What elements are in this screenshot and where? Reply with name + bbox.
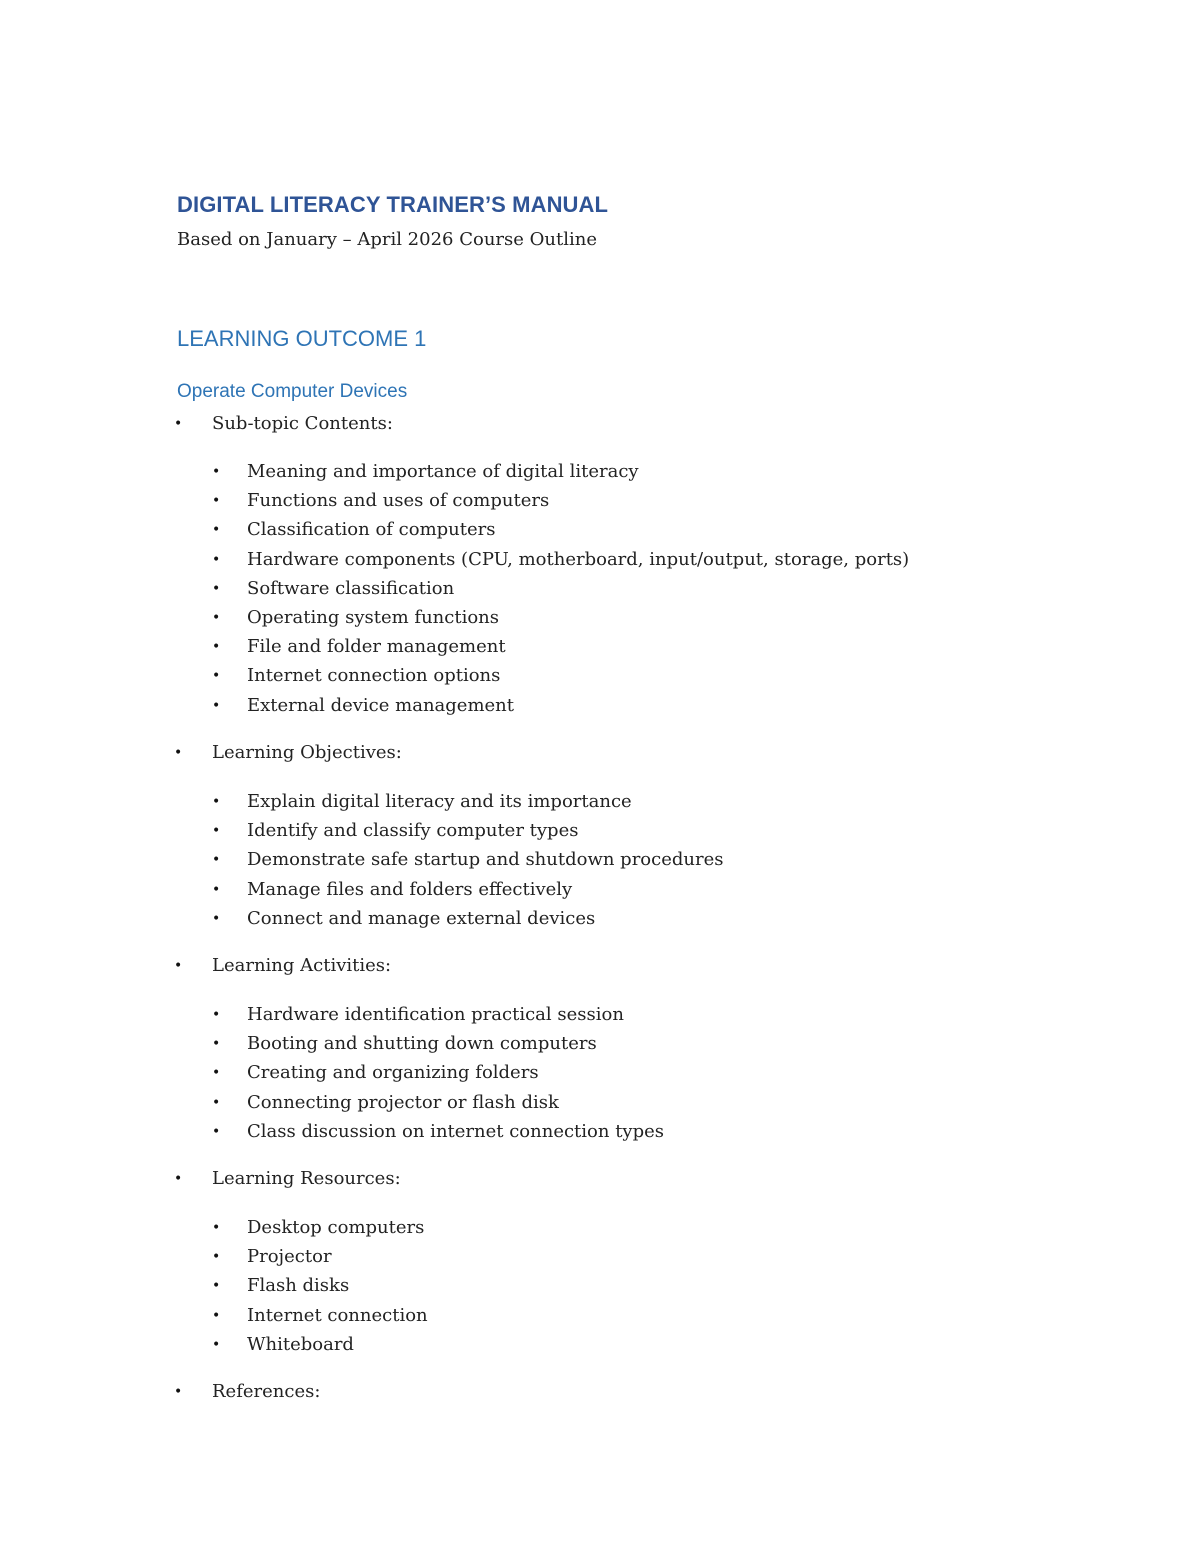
list-item [0,489,1200,513]
list-item-text: Internet connection options [247,665,501,686]
document-title: DIGITAL LITERACY TRAINER’S MANUAL [177,192,609,217]
bullet-icon: • [212,464,221,480]
bullet-icon: • [174,1171,183,1187]
bullet-icon: • [212,552,221,568]
section-label: Learning Resources: [212,1168,401,1189]
section-heading-item [0,1167,1200,1191]
bullet-icon: • [212,1220,221,1236]
list-item-text: Projector [247,1246,332,1267]
list-item-text: Internet connection [247,1305,428,1326]
bullet-icon: • [174,745,183,761]
list-item-text: Creating and organizing folders [247,1062,539,1083]
list-item [0,790,1200,814]
list-item-text: Flash disks [247,1275,350,1296]
list-item [0,878,1200,902]
list-item [0,606,1200,630]
bullet-icon: • [212,493,221,509]
bullet-icon: • [212,1249,221,1265]
list-item-text: Connect and manage external devices [247,908,596,929]
list-item [0,518,1200,542]
list-item-text: Classification of computers [247,519,496,540]
bullet-icon: • [212,639,221,655]
bullet-icon: • [212,1065,221,1081]
bullet-icon: • [212,1337,221,1353]
list-item-text: Software classification [247,578,455,599]
bullet-icon: • [212,581,221,597]
list-item [0,1333,1200,1357]
bullet-icon: • [212,1278,221,1294]
bullet-icon: • [212,1308,221,1324]
list-item-text: Whiteboard [247,1334,354,1355]
list-item-text: Operating system functions [247,607,499,628]
section-label: Sub-topic Contents: [212,413,393,434]
list-item-text: Demonstrate safe startup and shutdown procedures [247,849,724,870]
list-item [0,694,1200,718]
section-label: Learning Objectives: [212,742,402,763]
bullet-icon: • [212,1007,221,1023]
list-item [0,1274,1200,1298]
bullet-icon: • [212,1124,221,1140]
list-item-text: Identify and classify computer types [247,820,579,841]
list-item [0,1245,1200,1269]
document-subtitle: Based on January – April 2026 Course Outline [177,229,597,250]
section-heading-item [0,954,1200,978]
list-item-text: Class discussion on internet connection types [247,1121,665,1142]
bullet-icon: • [212,698,221,714]
section-heading-item [0,1380,1200,1404]
section-label: Learning Activities: [212,955,392,976]
list-item [0,664,1200,688]
list-item [0,577,1200,601]
topic-subheading: Operate Computer Devices [177,381,408,402]
list-item-text: Manage files and folders effectively [247,879,573,900]
list-item-text: Explain digital literacy and its importance [247,791,632,812]
list-item-text: Functions and uses of computers [247,490,550,511]
list-item [0,819,1200,843]
bullet-icon: • [212,1095,221,1111]
list-item [0,848,1200,872]
list-item [0,548,1200,572]
bullet-icon: • [212,823,221,839]
bullet-icon: • [174,958,183,974]
bullet-icon: • [212,852,221,868]
list-item-text: External device management [247,695,514,716]
section-heading-item [0,741,1200,765]
list-item [0,1091,1200,1115]
section-label: References: [212,1381,321,1402]
learning-outcome-heading: LEARNING OUTCOME 1 [177,326,427,351]
list-item [0,1120,1200,1144]
bullet-icon: • [212,882,221,898]
bullet-icon: • [212,610,221,626]
bullet-icon: • [174,1384,183,1400]
bullet-icon: • [212,911,221,927]
bullet-icon: • [212,522,221,538]
list-item-text: Connecting projector or flash disk [247,1092,559,1113]
bullet-icon: • [212,668,221,684]
list-item [0,907,1200,931]
list-item [0,1216,1200,1240]
bullet-icon: • [212,794,221,810]
list-item-text: File and folder management [247,636,506,657]
list-item [0,460,1200,484]
bullet-icon: • [174,416,183,432]
section-heading-item [0,412,1200,436]
list-item-text: Desktop computers [247,1217,425,1238]
list-item-text: Hardware identification practical session [247,1004,624,1025]
bullet-icon: • [212,1036,221,1052]
list-item [0,1003,1200,1027]
list-item [0,635,1200,659]
list-item [0,1304,1200,1328]
list-item-text: Hardware components (CPU, motherboard, input/output, storage, ports) [247,549,910,570]
list-item-text: Booting and shutting down computers [247,1033,597,1054]
list-item-text: Meaning and importance of digital literacy [247,461,639,482]
list-item [0,1032,1200,1056]
list-item [0,1061,1200,1085]
